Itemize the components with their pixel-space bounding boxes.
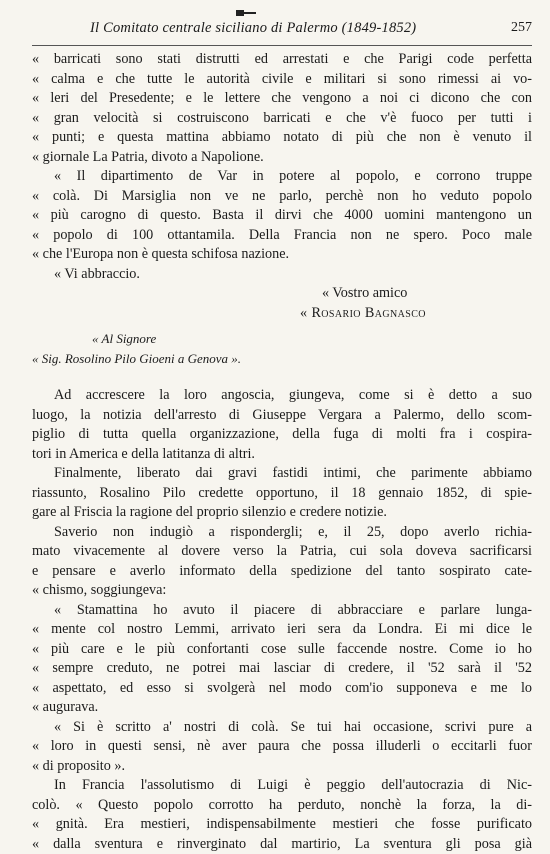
letter-quote [32, 50, 532, 368]
text-line: « punti; e questa mattina abbiamo notato di più che non è venuto il [32, 128, 532, 148]
page-number: 257 [511, 20, 532, 36]
printer-ornament-icon [236, 8, 258, 16]
signature-closing: « Vostro amico [32, 284, 532, 304]
header-rule [32, 45, 532, 46]
text-line: Saverio non indugiò a rispondergli; e, il 25, dopo averlo richia- [32, 523, 532, 543]
text-line: tori in America e della latitanza di altri. [32, 445, 532, 465]
text-line: riassunto, Rosalino Pilo credette opportuno, il 18 gennaio 1852, di spie- [32, 484, 532, 504]
text-line: mato vivacemente al dovere verso la Patria, cui sola doveva sacrificarsi [32, 542, 532, 562]
signature-name: « Rosario Bagnasco [32, 304, 532, 324]
text-line: « Vi abbraccio. [32, 265, 532, 285]
text-line: « giornale La Patria, divoto a Napolione. [32, 148, 532, 168]
text-line: « di proposito ». [32, 757, 532, 777]
text-line: « dalla sventura e rinverginato dal martirio, La sventura gli posa già [32, 835, 532, 854]
page-text [32, 50, 532, 854]
text-line: « più care e le più confortanti cose sulle faccende nostre. Come io ho [32, 640, 532, 660]
text-line: « mente col nostro Lemmi, arrivato ieri sera da Londra. Ei mi dice le [32, 620, 532, 640]
text-line: « Il dipartimento de Var in potere al popolo, e corrono truppe [32, 167, 532, 187]
text-line: « Si è scritto a' nostri di colà. Se tui hai occasione, scrivi pure a [32, 718, 532, 738]
text-line: « sempre creduto, ne potrei mai lasciar di credere, il '52 sarà il '52 [32, 659, 532, 679]
text-line: « popolo di 100 ottantamila. Della Francia non ne spero. Poco male [32, 226, 532, 246]
text-line: « gran velocità si costruiscono barricati e che v'è fuoco per tutti i [32, 109, 532, 129]
text-line: « loro in questi sensi, nè aver paura che possa illuderli o eccitarli fuor [32, 737, 532, 757]
text-line: « leri del Presedente; e le lettere che vengono a noi ci dicono che con [32, 89, 532, 109]
text-line: « barricati sono stati distrutti ed arrestati e che Parigi code perfetta [32, 50, 532, 70]
body-text [32, 386, 532, 854]
running-header [32, 20, 532, 40]
running-title: Il Comitato centrale siciliano di Palermo (1849-1852) [90, 20, 416, 37]
text-line: « chismo, soggiungeva: [32, 581, 532, 601]
text-line: luogo, la notizia dell'arresto di Giuseppe Vergara a Palermo, dello scom- [32, 406, 532, 426]
text-line: « gnità. Era mestieri, indispensabilmente mestieri che fosse purificato [32, 815, 532, 835]
text-line: e pensare e averlo informato della spedizione del tanto sospirato cate- [32, 562, 532, 582]
text-line: « più carogno di questo. Basta il dirvi che 4000 uomini mantengono un [32, 206, 532, 226]
text-line: gare al Friscia la ragione del proprio silenzio e credere notizie. [32, 503, 532, 523]
text-line: colò. « Questo popolo corrotto ha perduto, nonchè la forza, la di- [32, 796, 532, 816]
text-line: « calma e che tutte le autorità civile e militari si sono rimessi ai vo- [32, 70, 532, 90]
text-line: « che l'Europa non è questa schifosa nazione. [32, 245, 532, 265]
text-line: Finalmente, liberato dai gravi fastidi intimi, che parimente abbiamo [32, 464, 532, 484]
text-line: « augurava. [32, 698, 532, 718]
text-line: « colà. Di Marsiglia non ve ne parlo, perchè non ho veduto popolo [32, 187, 532, 207]
text-line: « aspettato, ed esso si svolgerà nel modo com'io supponeva e me lo [32, 679, 532, 699]
text-line: Ad accrescere la loro angoscia, giungeva, come si è detto a suo [32, 386, 532, 406]
address-line: « Sig. Rosolino Pilo Gioeni a Genova ». [32, 349, 532, 369]
text-line: In Francia l'assolutismo di Luigi è peggio dell'autocrazia di Nic- [32, 776, 532, 796]
text-line: « Stamattina ho avuto il piacere di abbracciare e parlare lunga- [32, 601, 532, 621]
address-line: « Al Signore [32, 329, 532, 349]
text-line: piglio di tutta quella organizzazione, della fuga di molti fra i cospira- [32, 425, 532, 445]
